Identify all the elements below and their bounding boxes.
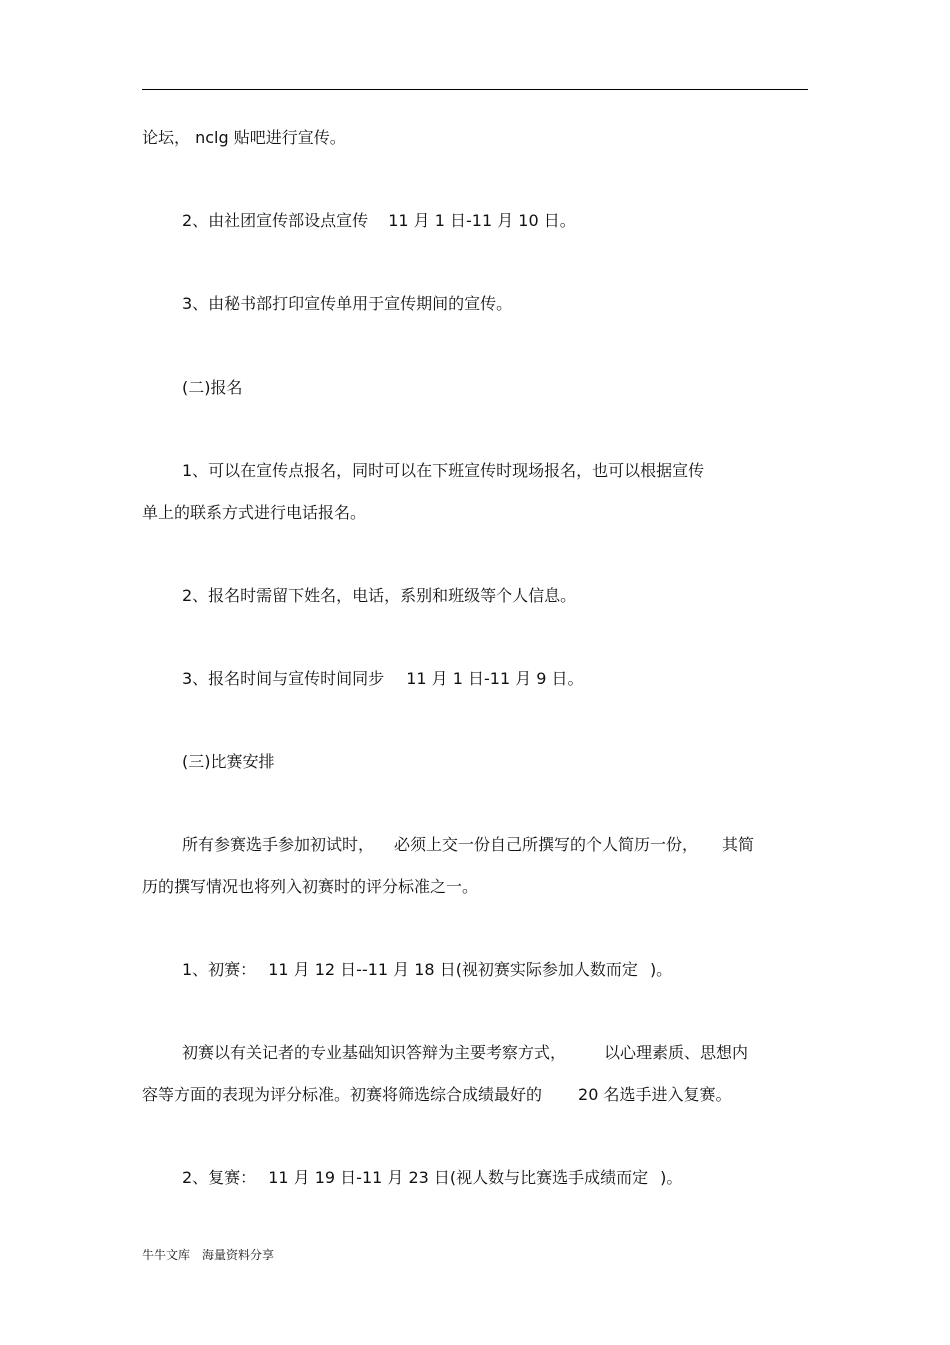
paragraph-line (142, 127, 346, 149)
text-segment: 论坛， nclg 贴吧进行宣传。 (142, 128, 346, 147)
text-segment: 1、可以在宣传点报名，同时可以在下班宣传时现场报名，也可以根据宣传 (182, 461, 705, 480)
text-segment: 3、由秘书部打印宣传单用于宣传期间的宣传。 (182, 294, 513, 313)
paragraph-line (182, 1167, 682, 1189)
paragraph-line (182, 1042, 748, 1064)
paragraph-line (182, 210, 576, 232)
paragraph-line (182, 834, 754, 856)
text-segment: 所有参赛选手参加初试时， (182, 835, 375, 854)
text-segment: 其简 (722, 835, 755, 854)
footer-site-name: 牛牛文库 (142, 1248, 191, 1262)
paragraph-line (182, 668, 584, 690)
text-segment: 以心理素质、思想内 (604, 1043, 749, 1062)
section-heading (182, 751, 275, 773)
header-rule (142, 89, 808, 90)
text-segment: (三)比赛安排 (182, 752, 275, 771)
footer-slogan: 海量资料分享 (202, 1248, 275, 1262)
text-segment: 11 月 1 日-11 月 10 日。 (388, 211, 576, 230)
text-segment: 必须上交一份自己所撰写的个人简历一份， (394, 835, 699, 854)
paragraph-line (182, 959, 672, 981)
text-segment: (二)报名 (182, 378, 243, 397)
text-segment: 3、报名时间与宣传时间同步 (182, 669, 385, 688)
text-segment: 容等方面的表现为评分标准。初赛将筛选综合成绩最好的 (142, 1085, 543, 1104)
text-segment: 2、由社团宣传部设点宣传 (182, 211, 369, 230)
text-segment: 11 月 1 日-11 月 9 日。 (406, 669, 584, 688)
paragraph-line (142, 502, 366, 524)
paragraph-line (182, 293, 512, 315)
paragraph-line (182, 460, 704, 482)
text-segment: )。 (649, 960, 673, 979)
paragraph-line (142, 876, 478, 898)
text-segment: 1、初赛： (182, 960, 257, 979)
page-footer (142, 1247, 274, 1263)
section-heading (182, 377, 243, 399)
text-segment: 单上的联系方式进行电话报名。 (142, 503, 367, 522)
text-segment: 11 月 12 日--11 月 18 日(视初赛实际参加人数而定 (268, 960, 638, 979)
text-segment: 11 月 19 日-11 月 23 日(视人数与比赛选手成绩而定 (268, 1168, 649, 1187)
text-segment: 初赛以有关记者的专业基础知识答辩为主要考察方式， (182, 1043, 567, 1062)
text-segment: 20 名选手进入复赛。 (578, 1085, 732, 1104)
text-segment: )。 (660, 1168, 683, 1187)
text-segment: 历的撰写情况也将列入初赛时的评分标准之一。 (142, 877, 479, 896)
paragraph-line (182, 585, 576, 607)
text-segment: 2、报名时需留下姓名，电话，系别和班级等个人信息。 (182, 586, 577, 605)
text-segment: 2、复赛： (182, 1168, 257, 1187)
paragraph-line (142, 1084, 731, 1106)
